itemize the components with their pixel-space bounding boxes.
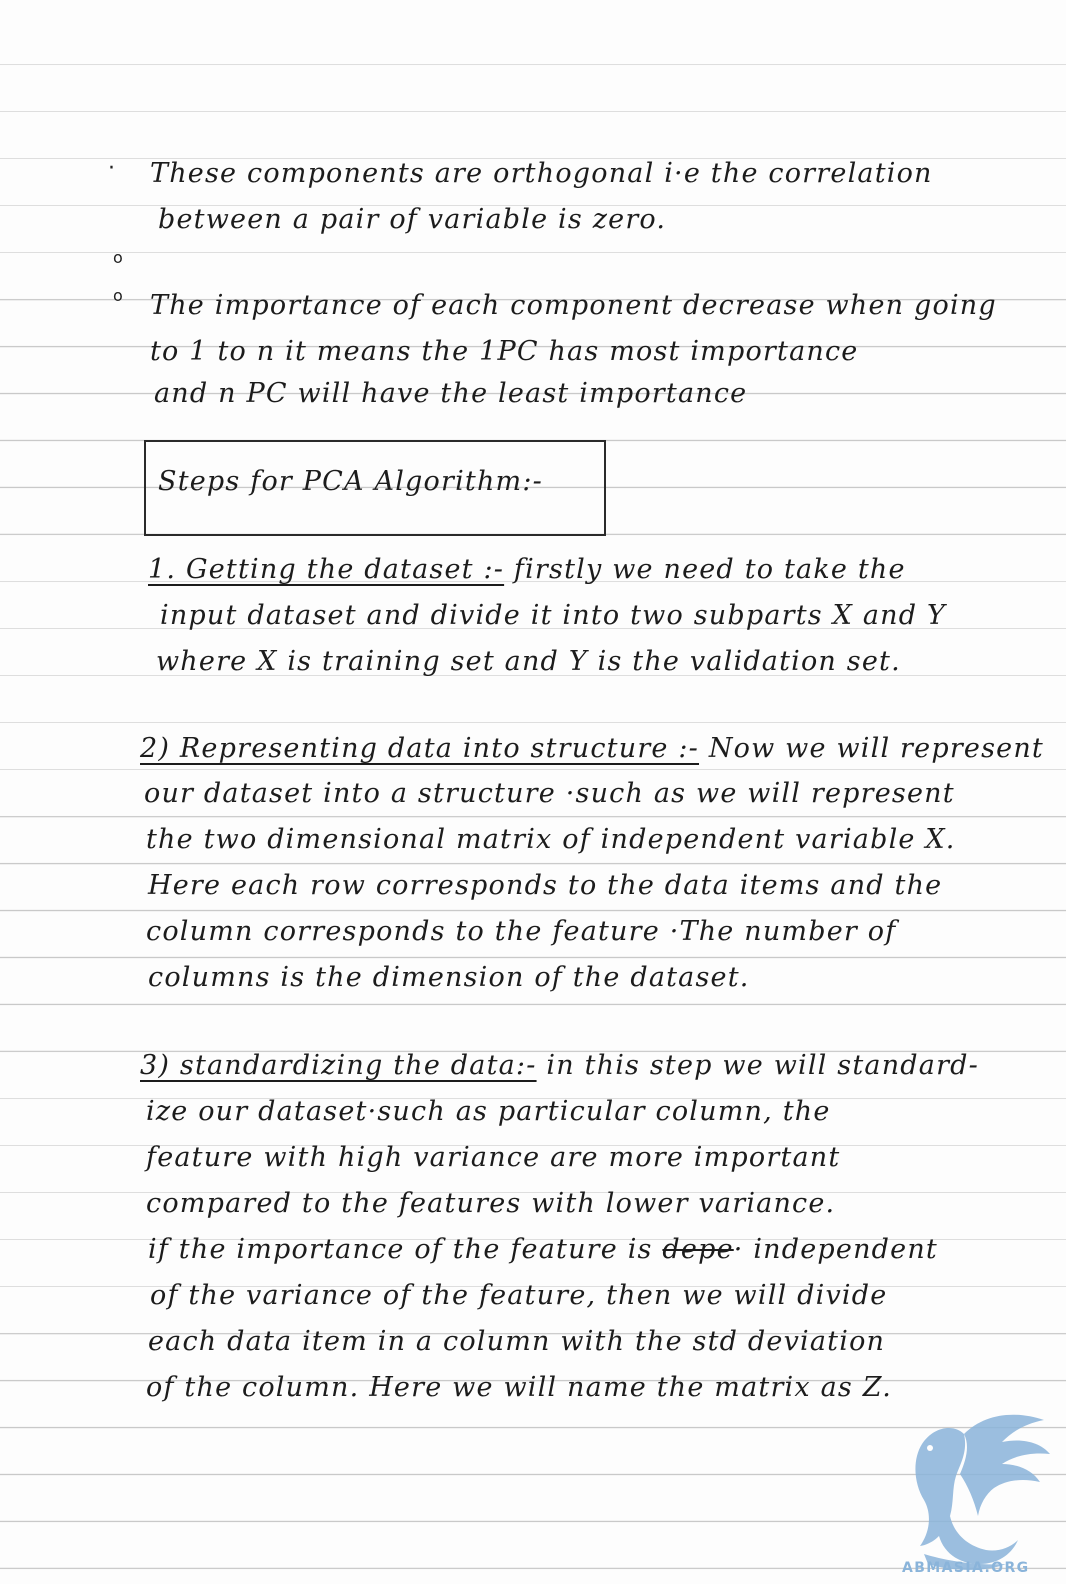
paragraph-line: to 1 to n it means the 1PC has most importance [150,336,859,367]
line-text: if the importance of the feature is [148,1234,653,1265]
paragraph-line: compared to the features with lower variance. [146,1188,836,1219]
line-text: · independent [733,1234,938,1265]
paragraph-line: column corresponds to the feature ·The number of [146,916,897,947]
paragraph-line: Here each row corresponds to the data items and the [148,870,943,901]
paragraph-line: our dataset into a structure ·such as we will represent [144,778,955,809]
paragraph-line: columns is the dimension of the dataset. [148,962,750,993]
struck-word: depe [662,1234,734,1265]
paragraph-line: and n PC will have the least importance [154,378,748,409]
paragraph-line: feature with high variance are more important [146,1142,841,1173]
step1-heading: 1. Getting the dataset :- [148,554,505,585]
bullet-point: o [113,286,123,305]
step3-heading: 3) standardizing the data:- [140,1050,537,1081]
paragraph-line: of the column. Here we will name the matrix as Z. [146,1372,893,1403]
bullet-point: o [113,248,123,267]
steps-title: Steps for PCA Algorithm:- [158,466,543,497]
paragraph-line: each data item in a column with the std deviation [148,1326,886,1357]
paragraph-line: where X is training set and Y is the validation set. [156,646,901,677]
paragraph-line: The importance of each component decrease when going [150,290,997,321]
paragraph-line: the two dimensional matrix of independent variable X. [146,824,956,855]
bullet-point: · [108,156,115,181]
step3-text: in this step we will standard- [546,1050,979,1081]
griffin-logo-icon [894,1404,1054,1580]
paragraph-line: of the variance of the feature, then we will divide [150,1280,888,1311]
step-line [148,1236,938,1263]
step2-heading: 2) Representing data into structure :- [140,733,700,764]
paragraph-line: between a pair of variable is zero. [158,204,667,235]
paragraph-line: ize our dataset·such as particular column, the [146,1096,831,1127]
step-line [140,735,1044,762]
step-line [140,1052,979,1079]
watermark-text: ABMASIA.ORG [902,1560,1030,1576]
step-line [148,556,906,583]
paragraph-line: input dataset and divide it into two subparts X and Y [160,600,946,631]
step1-text: firstly we need to take the [513,554,906,585]
step2-text: Now we will represent [708,733,1044,764]
paragraph-line: These components are orthogonal i·e the correlation [150,158,933,189]
